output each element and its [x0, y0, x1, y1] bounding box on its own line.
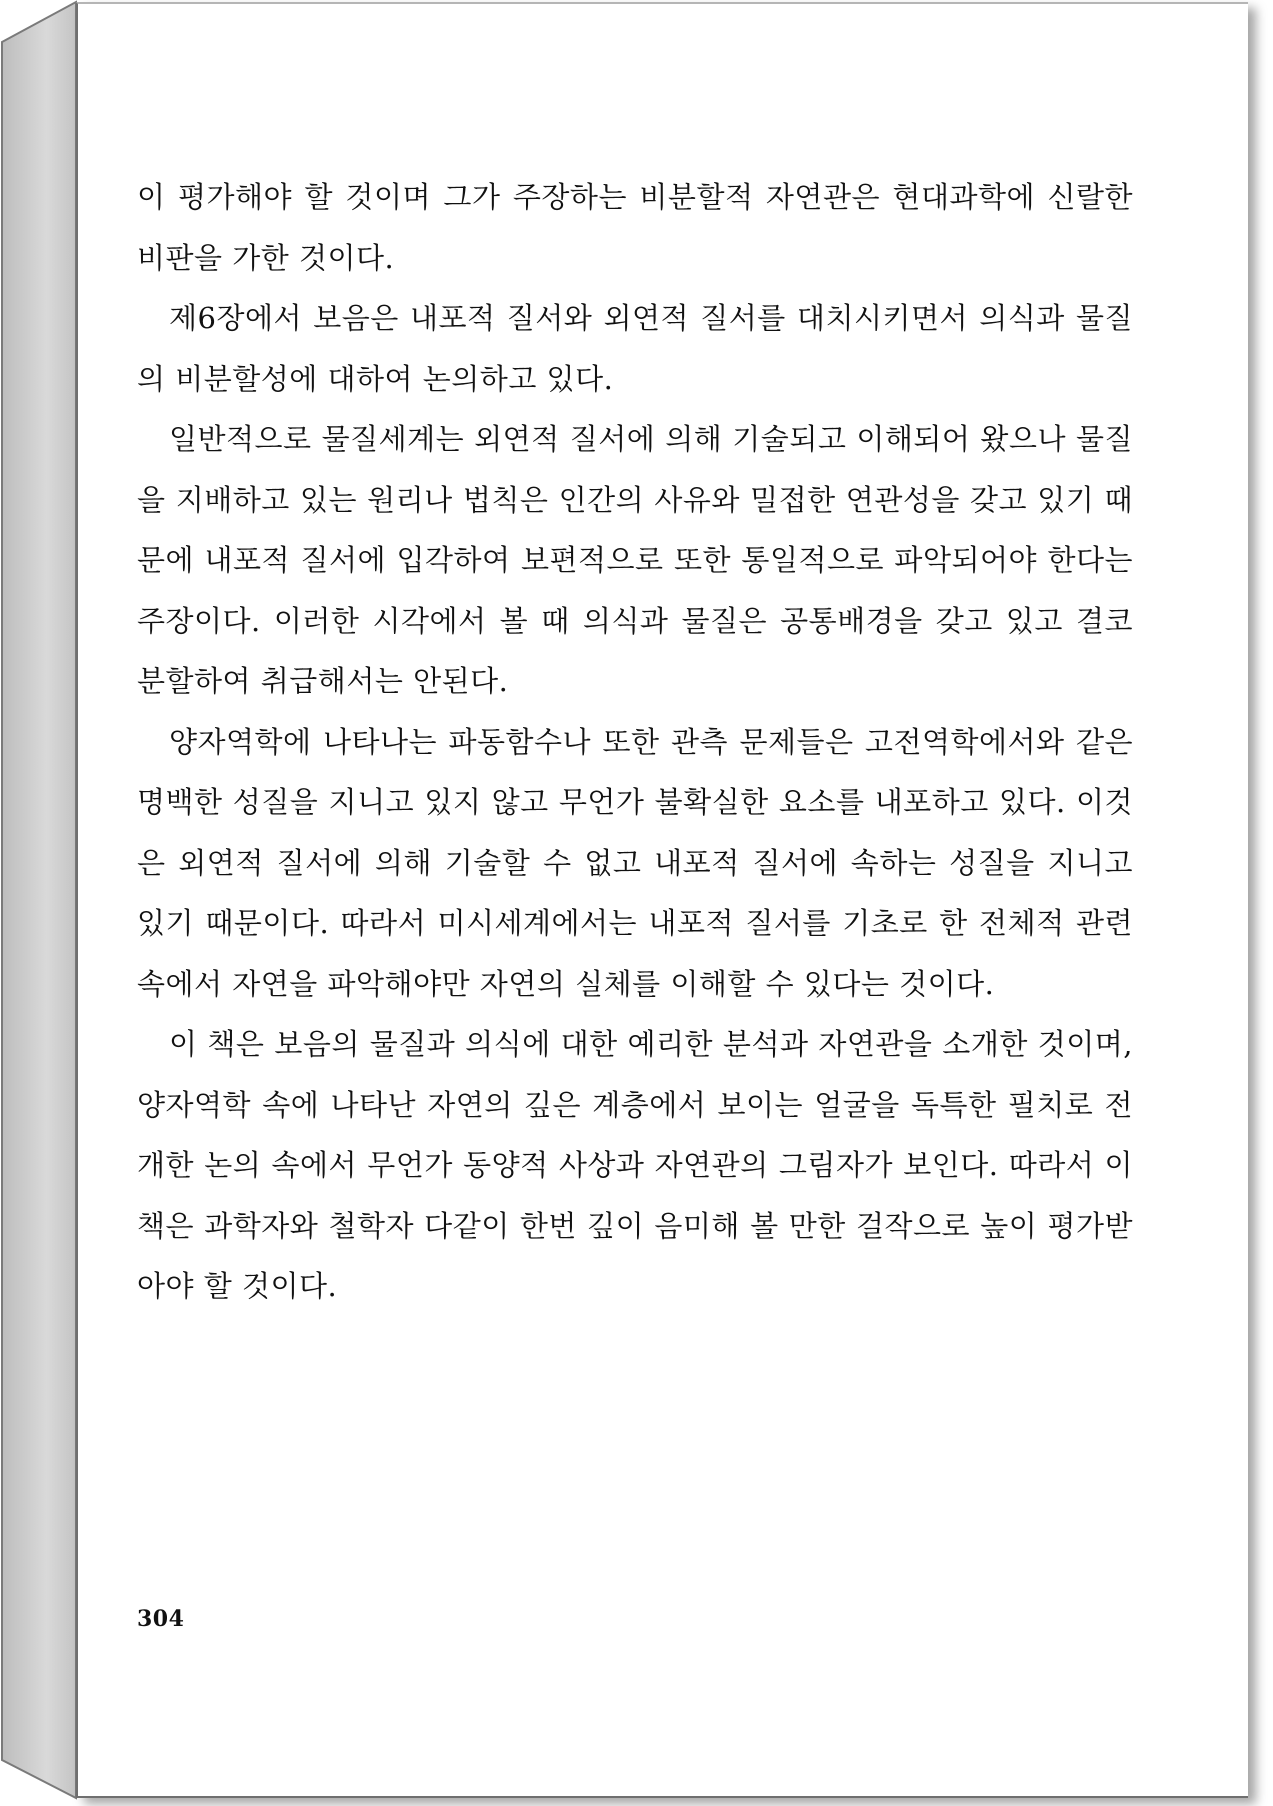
- paragraph-3: 일반적으로 물질세계는 외연적 질서에 의해 기술되고 이해되어 왔으나 물질을 지배하고 있는 원리나 법칙은 인간의 사유와 밀접한 연관성을 갖고 있기 때문에 내포적 질서에 입각하여 보편적으로 또한 통일적으로 파악되어야 한다는 주장이다. 이러한 시각에서 볼 때 의식과 물질은 공통배경을 갖고 있고 결코 분할하여 취급해서는 안된다.: [137, 422, 1133, 698]
- paragraph-2: 제6장에서 보음은 내포적 질서와 외연적 질서를 대치시키면서 의식과 물질의 비분할성에 대하여 논의하고 있다.: [137, 301, 1133, 396]
- paragraph-1: 이 평가해야 할 것이며 그가 주장하는 비분할적 자연관은 현대과학에 신랄한 비판을 가한 것이다.: [137, 180, 1133, 275]
- body-text: [137, 167, 1133, 1317]
- paragraph-5: 이 책은 보음의 물질과 의식에 대한 예리한 분석과 자연관을 소개한 것이며, 양자역학 속에 나타난 자연의 깊은 계층에서 보이는 얼굴을 독특한 필치로 전개한 논의 속에서 무언가 동양적 사상과 자연관의 그림자가 보인다. 따라서 이 책은 과학자와 철학자 다같이 한번 깊이 음미해 볼 만한 걸작으로 높이 평가받아야 할 것이다.: [137, 1027, 1133, 1303]
- paragraph-4: 양자역학에 나타나는 파동함수나 또한 관측 문제들은 고전역학에서와 같은 명백한 성질을 지니고 있지 않고 무언가 불확실한 요소를 내포하고 있다. 이것은 외연적 질서에 의해 기술할 수 없고 내포적 질서에 속하는 성질을 지니고 있기 때문이다. 따라서 미시세계에서는 내포적 질서를 기초로 한 전체적 관련 속에서 자연을 파악해야만 자연의 실체를 이해할 수 있다는 것이다.: [137, 724, 1133, 1001]
- page-number: 304: [137, 1606, 185, 1632]
